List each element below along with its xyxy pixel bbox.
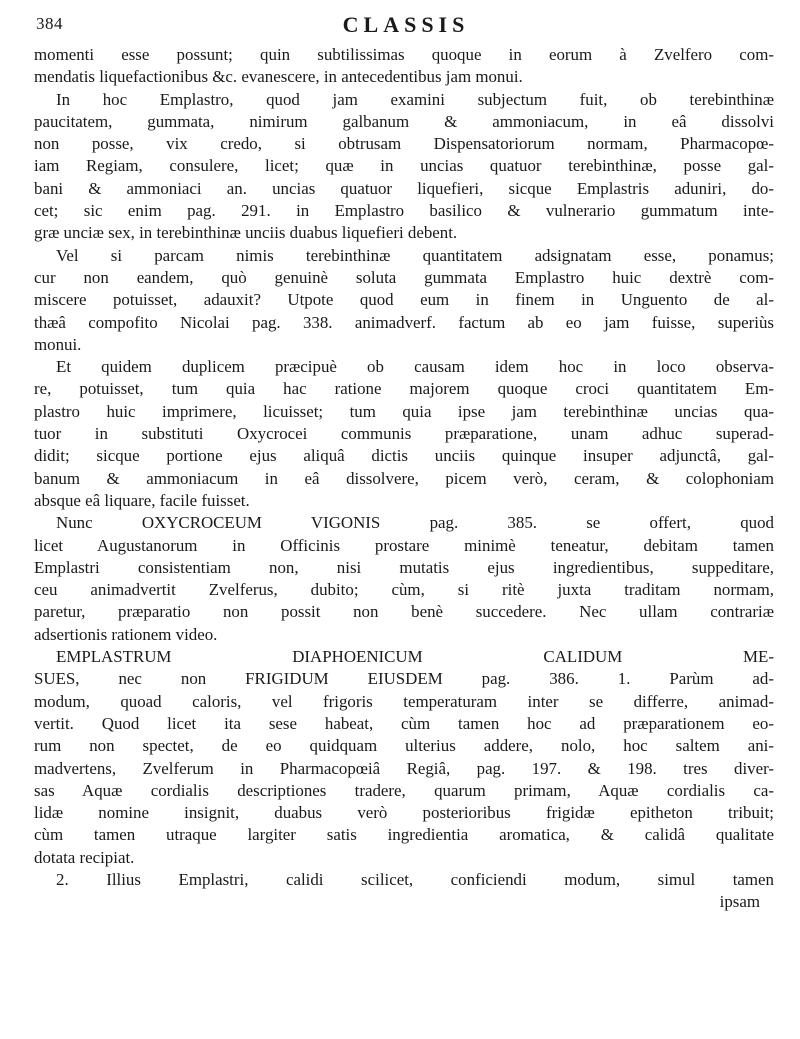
text-line: EMPLASTRUM DIAPHOENICUM CALIDUM ME- (56, 647, 774, 667)
text-line: ceu animadvertit Zvelferus, dubito; cùm, si ritè juxta traditam normam, (34, 580, 774, 600)
text-line: thæâ compofito Nicolai pag. 338. animadverf. factum ab eo jam fuisse, superiùs (34, 312, 774, 332)
text-line: vertit. Quod licet ita sese habeat, cùm tamen hoc ad præparationem eo- (34, 713, 774, 733)
text-line: absque eâ liquare, facile fuisset. (34, 490, 250, 510)
text-line: græ unciæ sex, in terebinthinæ unciis duabus liquefieri debent. (34, 223, 458, 243)
text-line: Emplastri consistentiam non, nisi mutatis ejus ingredientibus, suppeditare, (34, 557, 774, 577)
text-line: miscere potuisset, adauxit? Utpote quod eum in finem in Unguento de al- (34, 290, 774, 310)
text-line: cet; sic enim pag. 291. in Emplastro basilico & vulnerario gummatum inte- (34, 201, 774, 221)
text-line: mendatis liquefactionibus &c. evanescere, in antecedentibus jam monui. (34, 67, 523, 87)
text-line: 2. Illius Emplastri, calidi scilicet, conficiendi modum, simul tamen (56, 869, 774, 889)
text-line: SUES, nec non FRIGIDUM EIUSDEM pag. 386. 1. Parùm ad- (34, 669, 774, 689)
text-line: In hoc Emplastro, quod jam examini subjectum fuit, ob terebinthinæ (56, 89, 774, 109)
text-line: Et quidem duplicem præcipuè ob causam idem hoc in loco observa- (56, 357, 774, 377)
text-line: dotata recipiat. (34, 847, 135, 867)
text-line: paucitatem, gummata, nimirum galbanum & ammoniacum, in eâ dissolvi (34, 111, 774, 131)
text-line: didit; sicque portione ejus aliquâ dictis unciis quinque insuper adjunctâ, gal- (34, 446, 774, 466)
text-line: paretur, præparatio non possit non benè succedere. Nec ullam contrariæ (34, 602, 774, 622)
text-line: non posse, vix credo, si obtrusam Dispensatoriorum normam, Pharmacopœ- (34, 134, 774, 154)
text-line: banum & ammoniacum in eâ dissolvere, picem verò, ceram, & colophoniam (34, 468, 774, 488)
text-line: Vel si parcam nimis terebinthinæ quantitatem adsignatam esse, ponamus; (56, 245, 774, 265)
text-line: bani & ammoniaci an. uncias quatuor liquefieri, sicque Emplastris aduniri, do- (34, 178, 774, 198)
text-line: modum, quoad caloris, vel frigoris temperaturam inter se differre, animad- (34, 691, 774, 711)
page-number: 384 (36, 14, 63, 33)
body-text (34, 44, 774, 914)
text-line: lidæ nomine insignit, duabus verò posterioribus frigidæ epitheton tribuit; (34, 803, 774, 823)
text-line: tuor in substituti Oxycrocei communis præparatione, unam adhuc superad- (34, 424, 774, 444)
text-line: sas Aquæ cordialis descriptiones tradere, quarum primam, Aquæ cordialis ca- (34, 780, 774, 800)
text-line: plastro huic imprimere, licuisset; tum quia ipse jam terebinthinæ uncias qua- (34, 401, 774, 421)
text-line: rum non spectet, de eo quidquam ulterius addere, nolo, hoc saltem ani- (34, 736, 774, 756)
text-line: monui. (34, 334, 82, 354)
running-head: CLASSIS (342, 12, 470, 37)
text-line: ipsam (719, 892, 760, 912)
text-line: Nunc OXYCROCEUM VIGONIS pag. 385. se offert, quod (56, 513, 774, 533)
page-header (36, 8, 776, 42)
text-line: adsertionis rationem video. (34, 624, 218, 644)
text-line: re, potuisset, tum quia hac ratione majorem quoque croci quantitatem Em- (34, 379, 774, 399)
text-line: cur non eandem, quò genuinè soluta gummata Emplastro huic dextrè com- (34, 267, 774, 287)
text-line: momenti esse possunt; quin subtilissimas quoque in eorum à Zvelfero com- (34, 45, 774, 64)
text-line: madvertens, Zvelferum in Pharmacopœiâ Regiâ, pag. 197. & 198. tres diver- (34, 758, 774, 778)
text-line: cùm tamen utraque largiter satis ingredientia aromatica, & calidâ qualitate (34, 825, 774, 845)
text-line: iam Regiam, consulere, licet; quæ in uncias quatuor terebinthinæ, posse gal- (34, 156, 774, 176)
text-line: licet Augustanorum in Officinis prostare minimè teneatur, debitam tamen (34, 535, 774, 555)
